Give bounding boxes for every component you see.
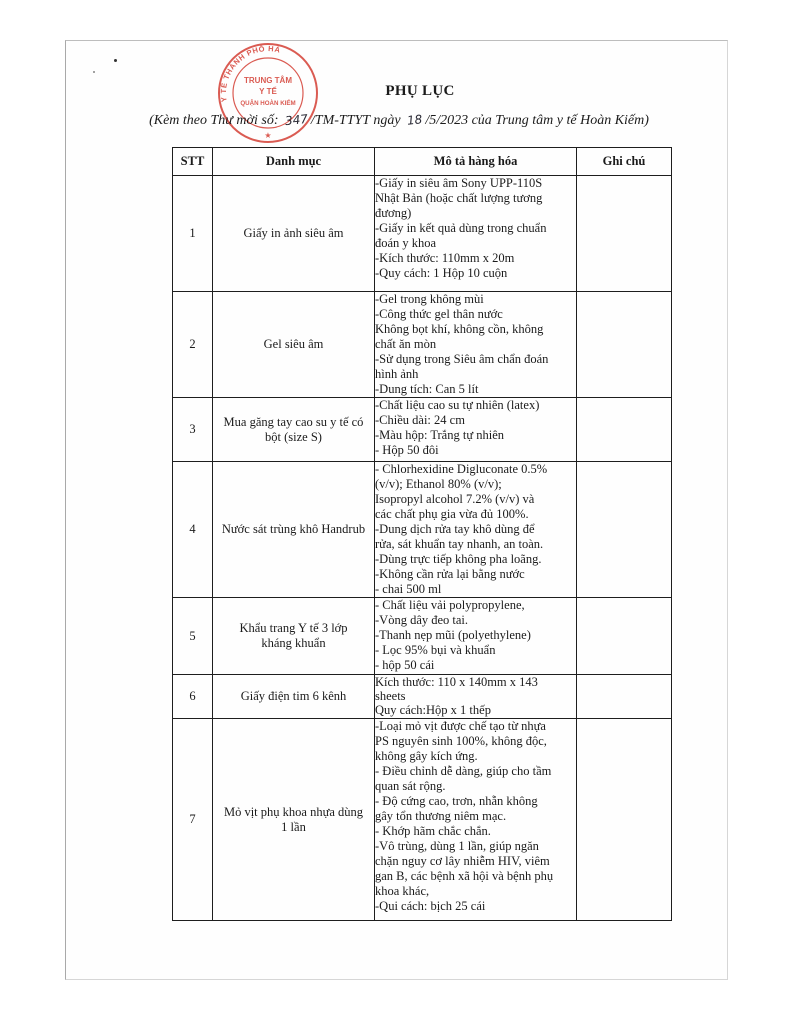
description-line: - Khớp hãm chắc chắn. (375, 824, 491, 838)
cell-item-name (213, 398, 375, 462)
cell-item-name (213, 176, 375, 292)
description-line: - Điều chỉnh dễ dàng, giúp cho tầm (375, 764, 552, 778)
cell-item-name (213, 292, 375, 398)
description-line: - chai 500 ml (375, 582, 442, 596)
item-name-line: Giấy in ảnh siêu âm (243, 226, 344, 240)
header-description: Mô tả hàng hóa (375, 148, 577, 176)
description-line: -Màu hộp: Trắng tự nhiên (375, 428, 504, 442)
header-name: Danh mục (213, 148, 375, 176)
item-name-line: Mỏ vịt phụ khoa nhựa dùng (223, 804, 364, 819)
appendix-table (172, 147, 672, 921)
description-line: - Lọc 95% bụi và khuẩn (375, 643, 496, 657)
header-stt: STT (173, 148, 213, 176)
cell-description (375, 292, 577, 398)
item-name-line: Mua găng tay cao su y tế có (223, 414, 364, 429)
stamp-line-3: QUẬN HOÀN KIẾM (240, 100, 296, 107)
cell-stt: 5 (173, 598, 213, 675)
cell-stt: 1 (173, 176, 213, 292)
cell-note (577, 398, 672, 462)
cell-description (375, 675, 577, 719)
description-line: gây tổn thương niêm mạc. (375, 809, 507, 823)
description-line: -Vòng dây đeo tai. (375, 613, 469, 627)
cell-description (375, 398, 577, 462)
cell-stt: 2 (173, 292, 213, 398)
stamp-ring-textpath: Y TẾ THÀNH PHỐ HÀ (218, 44, 282, 103)
cell-note (577, 719, 672, 921)
cell-note (577, 462, 672, 598)
description-line: -Quy cách: 1 Hộp 10 cuộn (375, 266, 508, 280)
description-line: -Qui cách: bịch 25 cái (375, 899, 486, 913)
scan-speck (114, 59, 117, 62)
cell-stt: 6 (173, 675, 213, 719)
description-line: khoa khác, (375, 884, 430, 898)
description-line: -Thanh nẹp mũi (polyethylene) (375, 628, 531, 642)
cell-stt: 7 (173, 719, 213, 921)
table-row (173, 719, 672, 921)
table-row (173, 398, 672, 462)
item-name-line: Giấy điện tim 6 kênh (240, 689, 347, 703)
handwritten-number: 347 (284, 111, 309, 129)
cell-note (577, 598, 672, 675)
table-row (173, 176, 672, 292)
cell-note (577, 176, 672, 292)
description-line: -Giấy in kết quả dùng trong chuẩn (375, 221, 547, 235)
description-line: -Dùng trực tiếp không pha loãng. (375, 552, 542, 566)
cell-item-name (213, 719, 375, 921)
description-line: -Vô trùng, dùng 1 lần, giúp ngăn (375, 839, 539, 853)
description-line: quan sát rộng. (375, 779, 446, 793)
cell-description (375, 719, 577, 921)
table-row (173, 675, 672, 719)
stamp-line-1: TRUNG TÂM (244, 76, 292, 85)
description-line: -Loại mỏ vịt được chế tạo từ nhựa (375, 719, 546, 733)
description-line: -Không cần rửa lại bằng nước (375, 567, 525, 581)
description-line: đoán y khoa (375, 236, 437, 250)
description-line: (v/v); Ethanol 80% (v/v); (375, 477, 502, 491)
description-line: Không bọt khí, không cồn, không (375, 322, 544, 336)
table-row (173, 598, 672, 675)
description-line: - hộp 50 cái (375, 658, 435, 672)
item-name-line: Khẩu trang Y tế 3 lớp (239, 621, 348, 635)
stamp-line-2: Y TẾ (259, 87, 277, 96)
description-line: gan B, các bệnh xã hội và bệnh phụ (375, 869, 554, 883)
table-header-row (173, 148, 672, 176)
description-line: chặn nguy cơ lây nhiễm HIV, viêm (375, 854, 550, 868)
cell-note (577, 292, 672, 398)
cell-stt: 3 (173, 398, 213, 462)
item-name-line: bột (size S) (265, 429, 322, 444)
table-body (173, 176, 672, 921)
description-line: -Chiều dài: 24 cm (375, 413, 465, 427)
description-line: - Chất liệu vải polypropylene, (375, 598, 525, 612)
item-name-line: kháng khuẩn (261, 636, 326, 650)
cell-item-name (213, 675, 375, 719)
description-line: chất ăn mòn (375, 337, 437, 351)
description-line: PS nguyên sinh 100%, không độc, (375, 734, 547, 748)
reference-suffix: /5/2023 của Trung tâm y tế Hoàn Kiếm) (425, 113, 649, 128)
document-reference (0, 113, 791, 129)
description-line: - Chlorhexidine Digluconate 0.5% (375, 462, 548, 476)
handwritten-day: 18 (406, 112, 424, 128)
description-line: -Chất liệu cao su tự nhiên (latex) (375, 398, 540, 412)
page-title: PHỤ LỤC (385, 83, 455, 99)
description-line: các chất phụ gia vừa đủ 100%. (375, 507, 529, 521)
table-row (173, 292, 672, 398)
description-line: Quy cách:Hộp x 1 thếp (375, 703, 491, 717)
cell-description (375, 598, 577, 675)
description-line: -Kích thước: 110mm x 20m (375, 251, 515, 265)
description-line: sheets (375, 689, 406, 703)
description-line: - Độ cứng cao, trơn, nhẵn không (375, 794, 538, 808)
description-line: -Công thức gel thân nước (375, 307, 503, 321)
reference-middle: /TM-TTYT ngày (310, 113, 401, 128)
description-line: Kích thước: 110 x 140mm x 143 (375, 675, 538, 689)
header-note: Ghi chú (577, 148, 672, 176)
item-name-line: 1 lần (281, 819, 306, 834)
description-line: -Dung tích: Can 5 lít (375, 382, 479, 396)
cell-note (577, 675, 672, 719)
description-line: - Hộp 50 đôi (375, 443, 439, 457)
official-seal-stamp (216, 41, 320, 145)
cell-item-name (213, 598, 375, 675)
cell-description (375, 462, 577, 598)
cell-description (375, 176, 577, 292)
reference-prefix: (Kèm theo Thư mời số: (149, 113, 279, 128)
item-name-line: Gel siêu âm (263, 337, 324, 351)
table-row (173, 462, 672, 598)
cell-stt: 4 (173, 462, 213, 598)
cell-item-name (213, 462, 375, 598)
description-line: đương) (375, 206, 412, 220)
item-name-line: Nước sát trùng khô Handrub (221, 522, 366, 536)
description-line: Isopropyl alcohol 7.2% (v/v) và (375, 492, 535, 506)
description-line: Nhật Bản (hoặc chất lượng tương (375, 191, 543, 205)
description-line: -Sử dụng trong Siêu âm chẩn đoán (375, 352, 549, 366)
description-line: rửa, sát khuẩn tay nhanh, an toàn. (375, 537, 544, 551)
description-line: -Dung dịch rửa tay khô dùng để (375, 522, 535, 536)
stamp-star-icon: ★ (264, 131, 272, 140)
scan-speck (93, 71, 95, 73)
description-line: hình ảnh (375, 367, 419, 381)
description-line: không gây kích ứng. (375, 749, 478, 763)
description-line: -Giấy in siêu âm Sony UPP-110S (375, 176, 543, 190)
description-line: -Gel trong không mùi (375, 292, 484, 306)
